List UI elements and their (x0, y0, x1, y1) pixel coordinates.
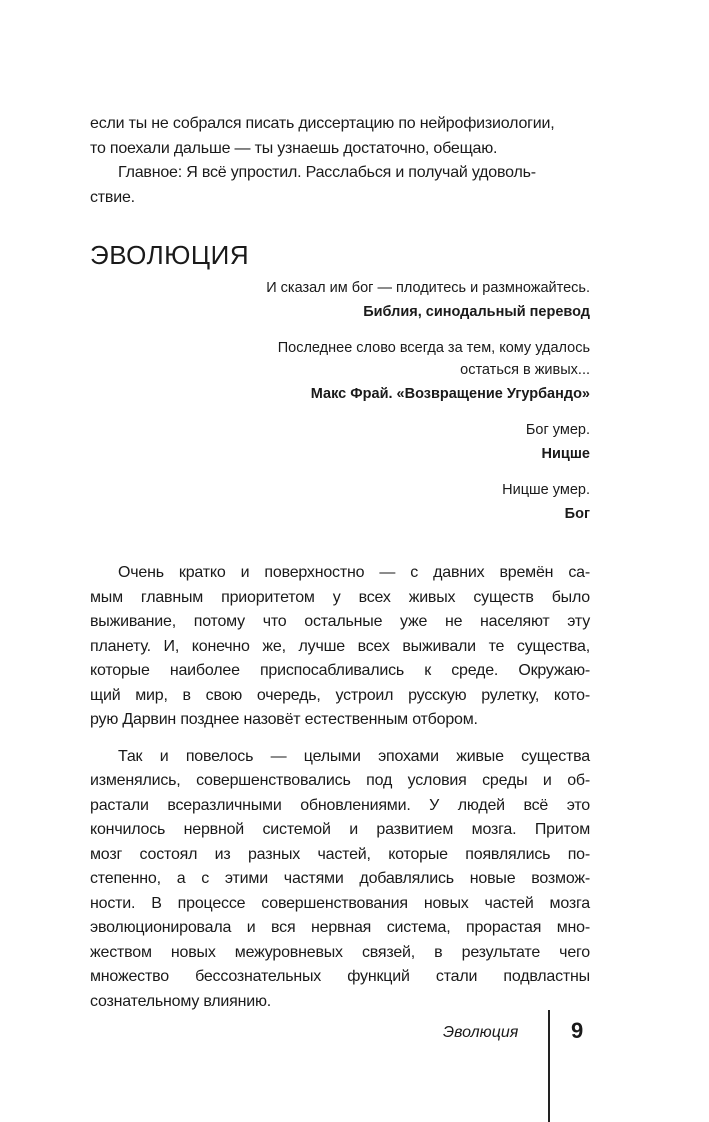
epigraph-quote: остаться в живых... (460, 362, 590, 378)
epigraph-source: Библия, синодальный перевод (363, 304, 590, 320)
epigraph-quote: Ницше умер. (502, 482, 590, 498)
text-line: растали всеразличными обновлениями. У людей всё это (90, 796, 590, 814)
text-line: ствие. (90, 188, 135, 206)
page-content (90, 108, 590, 1026)
text-line: выживание, потому что остальные уже не населяют эту (90, 613, 590, 630)
epigraph-source: Ницше (541, 446, 590, 462)
epigraph-source: Бог (564, 506, 590, 522)
text-line: мым главным приоритетом у всех живых существ было (90, 588, 590, 606)
text-line: то поехали дальше — ты узнаешь достаточно, обещаю. (90, 139, 498, 157)
footer-divider (548, 1010, 550, 1122)
page-number: 9 (571, 1018, 584, 1043)
intro-paragraph-2 (90, 161, 590, 210)
epigraph-quote: Последнее слово всегда за тем, кому удалось (277, 340, 590, 356)
epigraph-quote: Бог умер. (525, 422, 590, 438)
epigraph-source: Макс Фрай. «Возвращение Угурбандо» (310, 386, 590, 402)
text-line: множество бессознательных функций стали подвластны (90, 968, 590, 985)
epigraph-quote: И сказал им бог — плодитесь и размножайтесь. (266, 280, 590, 296)
epigraph (90, 419, 590, 467)
text-line: сознательному влиянию. (90, 992, 272, 1010)
body-paragraph-2 (90, 745, 590, 1015)
text-line: если ты не собрался писать диссертацию по нейрофизиологии, (90, 115, 555, 132)
text-line: Главное: Я всё упростил. Расслабься и получай удоволь- (118, 164, 536, 181)
text-line: эволюционировала и вся нервная система, прорастая мно- (90, 919, 590, 936)
text-line: Так и повелось — целыми эпохами живые существа (118, 747, 590, 765)
text-line: степенно, а с этими частями добавлялись новые возмож- (90, 870, 590, 887)
epigraphs (90, 277, 590, 527)
intro-paragraph-1 (90, 112, 590, 161)
epigraph (90, 277, 590, 325)
text-line: кончилось нервной системой и развитием мозга. Притом (90, 821, 590, 838)
epigraph (90, 479, 590, 527)
text-line: мозг состоял из разных частей, которые появлялись по- (90, 845, 590, 863)
text-line: жеством новых межуровневых связей, в результате чего (90, 943, 590, 961)
text-line: планету. И, конечно же, лучше всех выживали те существа, (90, 637, 590, 655)
text-line: изменялись, совершенствовались под условия среды и об- (90, 772, 590, 789)
body-paragraph-1 (90, 561, 590, 733)
text-line: которые наиболее приспосабливались к среде. Окружаю- (90, 662, 590, 679)
text-line: Очень кратко и поверхностно — с давних времён са- (118, 564, 590, 581)
body-text (90, 561, 590, 1014)
text-line: ности. В процессе совершенствования новых частей мозга (90, 894, 590, 912)
epigraph (90, 337, 590, 407)
text-line: рую Дарвин позднее назовёт естественным отбором. (90, 711, 478, 728)
chapter-heading: ЭВОЛЮЦИЯ (90, 240, 250, 270)
text-line: щий мир, в свою очередь, устроил русскую рулетку, кото- (90, 686, 590, 704)
running-footer-chapter: Эволюция (443, 1024, 519, 1041)
